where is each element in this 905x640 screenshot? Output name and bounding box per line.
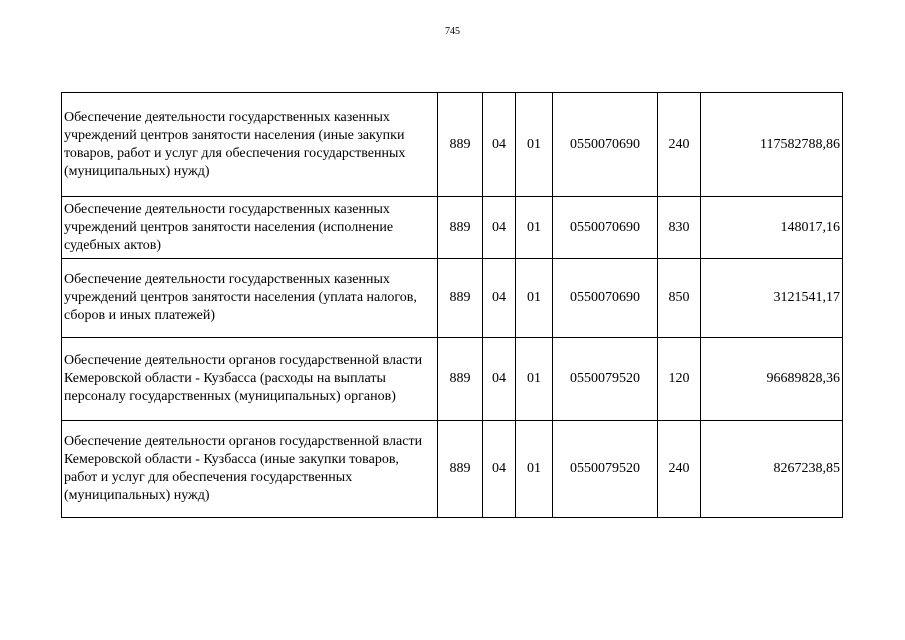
page-number: 745	[445, 26, 460, 37]
section-code: 04	[483, 421, 516, 518]
target-article-code: 0550070690	[553, 197, 658, 259]
table-row	[62, 421, 843, 518]
ministry-code: 889	[438, 259, 483, 338]
row-description: Обеспечение деятельности государственных казенных учреждений центров занятости населения (исполнение судебных актов)	[62, 197, 438, 259]
subsection-code: 01	[516, 421, 553, 518]
target-article-code: 0550079520	[553, 338, 658, 421]
amount: 8267238,85	[701, 421, 843, 518]
amount: 148017,16	[701, 197, 843, 259]
section-code: 04	[483, 197, 516, 259]
expense-type-code: 240	[658, 421, 701, 518]
row-description: Обеспечение деятельности органов государственной власти Кемеровской области - Кузбасса (расходы на выплаты персоналу государственных (муниципальных) органов)	[62, 338, 438, 421]
table-row	[62, 259, 843, 338]
expense-type-code: 850	[658, 259, 701, 338]
amount: 3121541,17	[701, 259, 843, 338]
target-article-code: 0550079520	[553, 421, 658, 518]
target-article-code: 0550070690	[553, 259, 658, 338]
row-description: Обеспечение деятельности государственных казенных учреждений центров занятости населения (уплата налогов, сборов и иных платежей)	[62, 259, 438, 338]
table-row	[62, 338, 843, 421]
amount: 96689828,36	[701, 338, 843, 421]
subsection-code: 01	[516, 259, 553, 338]
section-code: 04	[483, 338, 516, 421]
row-description: Обеспечение деятельности органов государственной власти Кемеровской области - Кузбасса (иные закупки товаров, работ и услуг для обеспечения государственных (муниципальных) нужд)	[62, 421, 438, 518]
ministry-code: 889	[438, 93, 483, 197]
budget-table	[61, 92, 843, 518]
ministry-code: 889	[438, 197, 483, 259]
subsection-code: 01	[516, 197, 553, 259]
expense-type-code: 830	[658, 197, 701, 259]
amount: 117582788,86	[701, 93, 843, 197]
target-article-code: 0550070690	[553, 93, 658, 197]
table-row	[62, 93, 843, 197]
ministry-code: 889	[438, 421, 483, 518]
subsection-code: 01	[516, 338, 553, 421]
expense-type-code: 120	[658, 338, 701, 421]
table-row	[62, 197, 843, 259]
ministry-code: 889	[438, 338, 483, 421]
row-description: Обеспечение деятельности государственных казенных учреждений центров занятости населения (иные закупки товаров, работ и услуг для обеспечения государственных (муниципальных) нужд)	[62, 93, 438, 197]
section-code: 04	[483, 259, 516, 338]
subsection-code: 01	[516, 93, 553, 197]
section-code: 04	[483, 93, 516, 197]
expense-type-code: 240	[658, 93, 701, 197]
